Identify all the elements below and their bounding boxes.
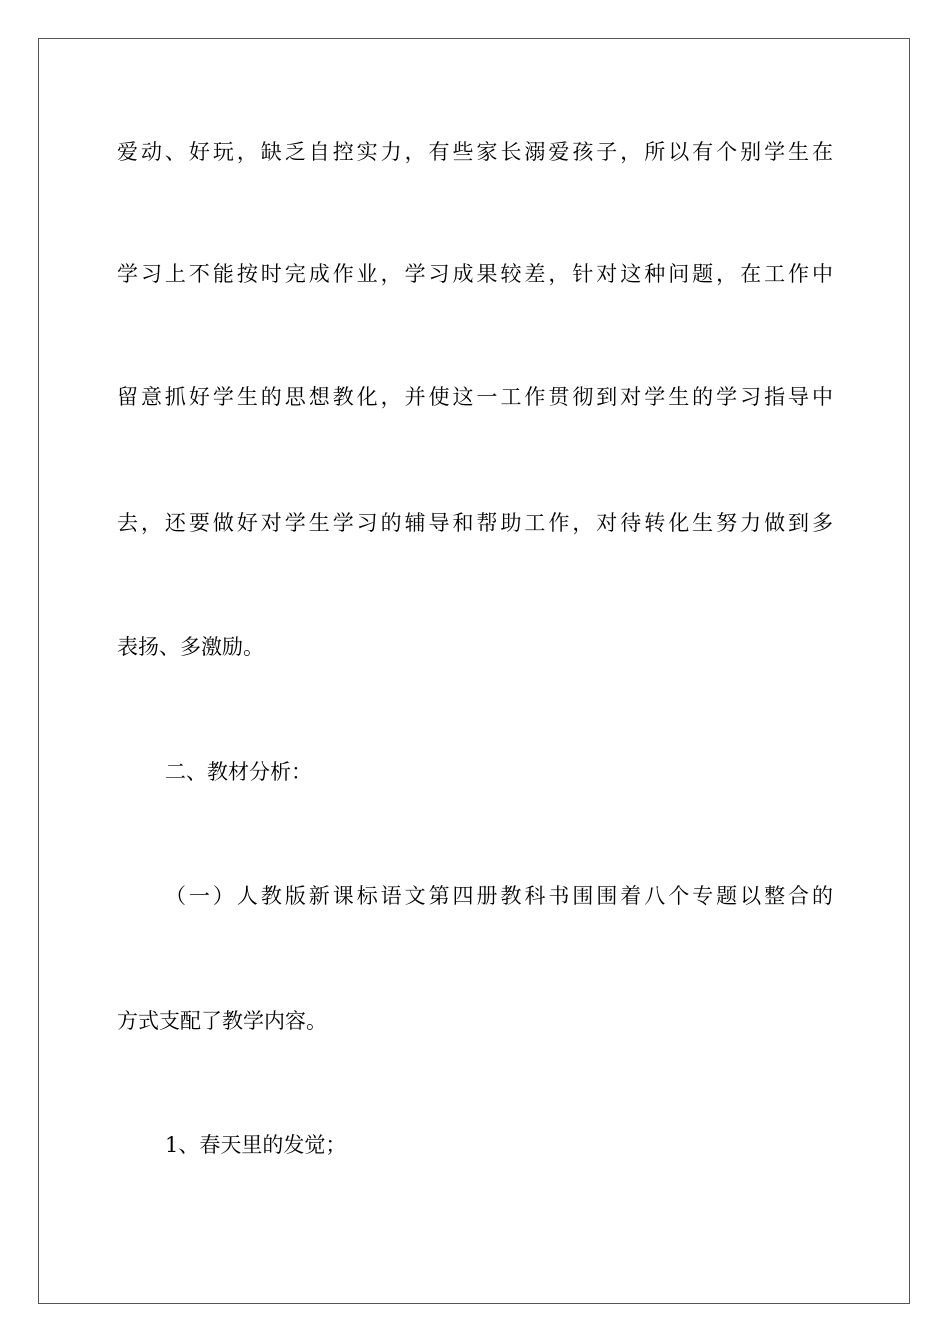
paragraph-line-4: 去，还要做好对学生学习的辅导和帮助工作，对待转化生努力做到多 xyxy=(117,511,833,535)
paragraph-line-5: 表扬、多激励。 xyxy=(117,635,264,659)
page-border xyxy=(38,38,910,1304)
paragraph-line-1: 爱动、好玩，缺乏自控实力，有些家长溺爱孩子，所以有个别学生在 xyxy=(117,140,833,164)
paragraph-line-3: 留意抓好学生的思想教化，并使这一工作贯彻到对学生的学习指导中 xyxy=(117,385,833,409)
list-item-1: 1、春天里的发觉； xyxy=(165,1133,347,1157)
section-heading: 二、教材分析： xyxy=(165,760,312,784)
subsection-line-1: （一）人教版新课标语文第四册教科书围围着八个专题以整合的 xyxy=(165,884,833,908)
paragraph-line-2: 学习上不能按时完成作业，学习成果较差，针对这种问题，在工作中 xyxy=(117,262,833,286)
subsection-line-2: 方式支配了教学内容。 xyxy=(117,1009,327,1033)
